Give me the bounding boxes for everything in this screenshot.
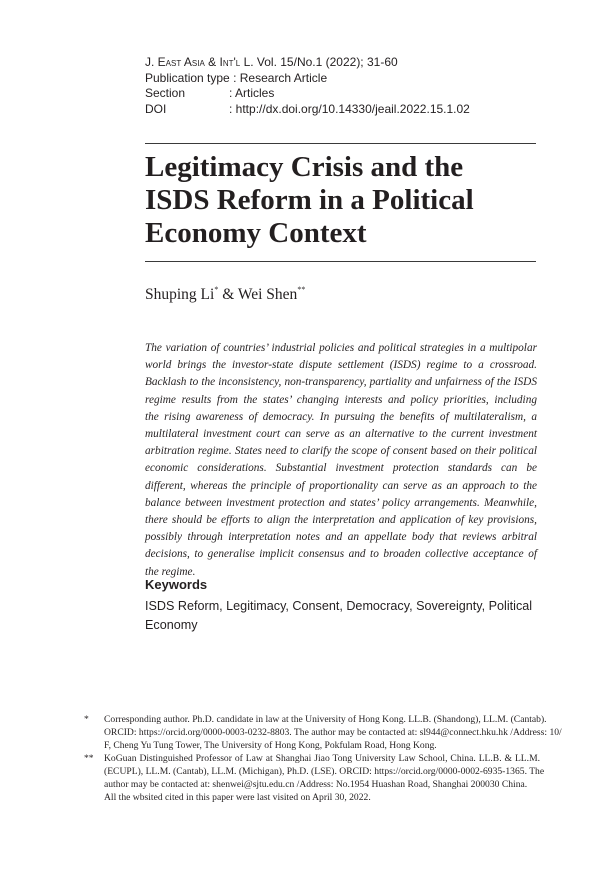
- publication-type-row: [145, 71, 470, 87]
- abstract-line: decisions, to generalise implicit consensus and to broaden collective acceptance of: [145, 548, 537, 561]
- abstract: [145, 340, 537, 581]
- author-2-name: Wei Shen: [237, 286, 298, 303]
- footnote-1: [84, 713, 562, 752]
- title-top-rule: [145, 143, 536, 144]
- publication-type-sep: :: [229, 70, 240, 85]
- footnote-line: Corresponding author. Ph.D. candidate in law at the University of Hong Kong. LL.B. (Shandong), LL.M. (Cantab).: [104, 714, 547, 725]
- footnote-line: KoGuan Distinguished Professor of Law at Shanghai Jiao Tong University Law School, China. LL.B. & LL.M.: [104, 753, 540, 764]
- journal-name-part1: East Asia: [157, 55, 205, 69]
- publication-type-value: Research Article: [239, 70, 328, 85]
- section-key: Section: [145, 86, 186, 100]
- publication-type-key: Publication type: [145, 70, 230, 85]
- footnote-line: F, Cheng Yu Tung Tower, The University of Hong Kong, Pokfulam Road, Hong Kong.: [104, 740, 437, 751]
- article-title: [145, 151, 545, 250]
- journal-citation: [145, 55, 470, 71]
- author-1-name: Shuping Li: [145, 286, 215, 303]
- abstract-line: The variation of countries’ industrial policies and political strategies in a multipolar: [145, 342, 537, 354]
- doi-row: [145, 102, 470, 118]
- abstract-line: the regime.: [145, 565, 196, 578]
- abstract-line: the rising awareness of democracy. In pursuing the benefits of multilateralism, a: [145, 410, 537, 423]
- section-row: [145, 86, 470, 102]
- article-metadata: [145, 55, 470, 117]
- footnote-line: author may be contacted at: shenwei@sjtu.edu.cn /Address: No.1954 Huashan Road, Shanghai 200030 China.: [104, 779, 528, 790]
- journal-name-part2: Int'l: [219, 55, 241, 69]
- title-line-3: Economy Context: [145, 217, 367, 249]
- abstract-line: economic considerations. Substantial investment protection standards can be: [145, 462, 537, 475]
- footnote-2: [84, 752, 545, 804]
- abstract-line: Backlash to the inconsistency, non-transparency, partiality and unfairness of the ISDS: [145, 376, 537, 389]
- footnote-2-mark: **: [84, 753, 94, 764]
- doi-link[interactable]: http://dx.doi.org/10.14330/jeail.2022.15.1.02: [235, 101, 470, 116]
- abstract-line: regime results from the states’ changing interests and policy priorities, including: [145, 393, 537, 406]
- keywords-line: Economy: [145, 618, 198, 632]
- footnote-1-mark: *: [84, 714, 89, 725]
- author-2-footnote-mark[interactable]: **: [297, 285, 306, 294]
- title-line-2: ISDS Reform in a Political: [145, 184, 474, 216]
- journal-volume-pages: L. Vol. 15/No.1 (2022); 31-60: [240, 55, 398, 69]
- doi-key: DOI: [145, 101, 167, 116]
- section-value: Articles: [235, 86, 275, 100]
- author-1-footnote-mark[interactable]: *: [214, 285, 219, 294]
- journal-citation-prefix: J.: [145, 55, 158, 69]
- keywords-list: [145, 597, 540, 635]
- title-line-1: Legitimacy Crisis and the: [145, 151, 464, 183]
- author-joiner: &: [218, 286, 238, 303]
- keywords-heading: Keywords: [145, 577, 208, 592]
- abstract-line: possibly through interpretation notes and an appellate body that reviews arbitral: [145, 531, 537, 544]
- title-bottom-rule: [145, 261, 536, 262]
- abstract-line: arbitration regime. States need to clarify the scope of consent based on their political: [145, 445, 537, 458]
- abstract-line: multilateral investment court can serve as an alternative to the current investment: [145, 428, 537, 441]
- journal-name-amp: &: [204, 55, 220, 69]
- abstract-line: balance between investment protection and states’ policy arrangements. Meanwhile,: [145, 496, 537, 509]
- keywords-line: ISDS Reform, Legitimacy, Consent, Democracy, Sovereignty, Political: [145, 599, 533, 613]
- abstract-line: different, whereas the principle of proportionality can serve as an approach to the: [145, 479, 537, 492]
- section-sep: :: [229, 86, 236, 100]
- footnote-line: (ECUPL), LL.M. (Cantab), LL.M. (Michigan), Ph.D. (LSE). ORCID: https://orcid.org/0000-0002-6935-1365. The: [104, 766, 545, 777]
- footnote-line: All the wbsited cited in this paper were last visited on April 30, 2022.: [104, 792, 371, 803]
- author-line: [145, 285, 305, 304]
- footnotes: [84, 713, 562, 804]
- footnote-line: ORCID: https://orcid.org/0000-0003-0232-8803. The author may be contacted at: sl944@connect.hku.hk /Address: 10/: [104, 727, 562, 738]
- doi-sep: :: [229, 101, 236, 116]
- abstract-line: world brings the investor-state dispute settlement (ISDS) regime to a crossroad.: [145, 359, 537, 372]
- abstract-line: there should be efforts to align the interpretation and application of key provisions,: [145, 514, 537, 527]
